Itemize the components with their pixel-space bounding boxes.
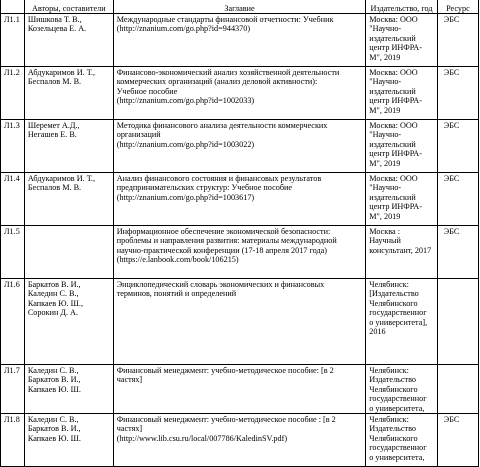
row-publisher: Челябинск: Издательство Челябинского государственног о университета, — [366, 414, 438, 467]
row-resource — [437, 365, 478, 414]
header-publisher: Издательство, год — [366, 0, 438, 14]
table-row — [1, 173, 479, 226]
row-resource — [437, 279, 478, 365]
table-row — [1, 120, 479, 173]
row-publisher: Москва : Научный консультант, 2017 — [366, 226, 438, 279]
row-authors: Каледин С. В., Баркатов В. И., Капкаев Ю. Ш. — [24, 365, 113, 414]
row-number: Л1.4 — [1, 173, 25, 226]
row-authors — [24, 226, 113, 279]
table-row — [1, 226, 479, 279]
row-resource: ЭБС — [437, 173, 478, 226]
row-resource: ЭБС — [437, 414, 478, 467]
row-title: Информационное обеспечение экономической безопасности: проблемы и направления развития: материалы международной научно-практической конференции (17-18 апреля 2017 года) (https://e.lanbook.com/book/106215) — [113, 226, 366, 279]
table-row — [1, 67, 479, 120]
row-resource: ЭБС — [437, 120, 478, 173]
row-authors: Шишкова Т. В., Козельцева Е. А. — [24, 14, 113, 67]
row-title: Международные стандарты финансовой отчетности: Учебник (http://znanium.com/go.php?id=944370) — [113, 14, 366, 67]
header-resource: Ресурс — [437, 0, 478, 14]
header-authors: Авторы, составители — [24, 0, 113, 14]
row-title: Финансовый менеджмент: учебно-методическое пособие : [в 2 частях] (http://www.lib.csu.ru/local/007786/KaledinSV.pdf) — [113, 414, 366, 467]
row-publisher: Москва: ООО "Научно- издательский центр ИНФРА- М", 2019 — [366, 67, 438, 120]
table-row — [1, 365, 479, 414]
row-publisher: Челябинск: [Издательство Челябинского государственног о университета], 2016 — [366, 279, 438, 365]
header-number — [1, 0, 25, 14]
row-number: Л1.3 — [1, 120, 25, 173]
row-title: Финансово-экономический анализ хозяйственной деятельности коммерческих организаций (анализ деловой активности): Учебное пособие (http://znanium.com/go.php?id=1002033) — [113, 67, 366, 120]
row-publisher: Челябинск: Издательство Челябинского государственног о университета, — [366, 365, 438, 414]
table-row — [1, 414, 479, 467]
row-authors: Абдукаримов И. Т., Беспалов М. В. — [24, 67, 113, 120]
row-resource: ЭБС — [437, 67, 478, 120]
row-title: Финансовый менеджмент: учебно-методическое пособие: [в 2 частях] — [113, 365, 366, 414]
row-number: Л1.8 — [1, 414, 25, 467]
row-authors: Каледин С. В., Баркатов В. И., Капкаев Ю. Ш. — [24, 414, 113, 467]
row-authors: Баркатов В. И., Каледин С. В., Капкаев Ю. Ш., Сорокин Д. А. — [24, 279, 113, 365]
row-authors: Шеремет А.Д., Негашев Е. В. — [24, 120, 113, 173]
table-row — [1, 14, 479, 67]
row-title: Энциклопедический словарь экономических и финансовых терминов, понятий и определений — [113, 279, 366, 365]
row-title: Анализ финансового состояния и финансовых результатов предпринимательских структур: Учебное пособие (http://znanium.com/go.php?id=1003617) — [113, 173, 366, 226]
row-number: Л1.6 — [1, 279, 25, 365]
row-number: Л1.1 — [1, 14, 25, 67]
row-number: Л1.2 — [1, 67, 25, 120]
row-title: Методика финансового анализа деятельности коммерческих организаций (http://znanium.com/go.php?id=1003022) — [113, 120, 366, 173]
row-publisher: Москва: ООО "Научно- издательский центр ИНФРА- М", 2019 — [366, 173, 438, 226]
header-title: Заглавие — [113, 0, 366, 14]
row-number: Л1.5 — [1, 226, 25, 279]
table-row — [1, 279, 479, 365]
row-publisher: Москва: ООО "Научно- издательский центр ИНФРА- М", 2019 — [366, 14, 438, 67]
row-publisher: Москва: ООО "Научно- издательский центр ИНФРА- М", 2019 — [366, 120, 438, 173]
table-header-row — [1, 0, 479, 14]
row-resource: ЭБС — [437, 226, 478, 279]
row-number: Л1.7 — [1, 365, 25, 414]
row-resource: ЭБС — [437, 14, 478, 67]
row-authors: Абдукаримов И. Т., Беспалов М. В. — [24, 173, 113, 226]
